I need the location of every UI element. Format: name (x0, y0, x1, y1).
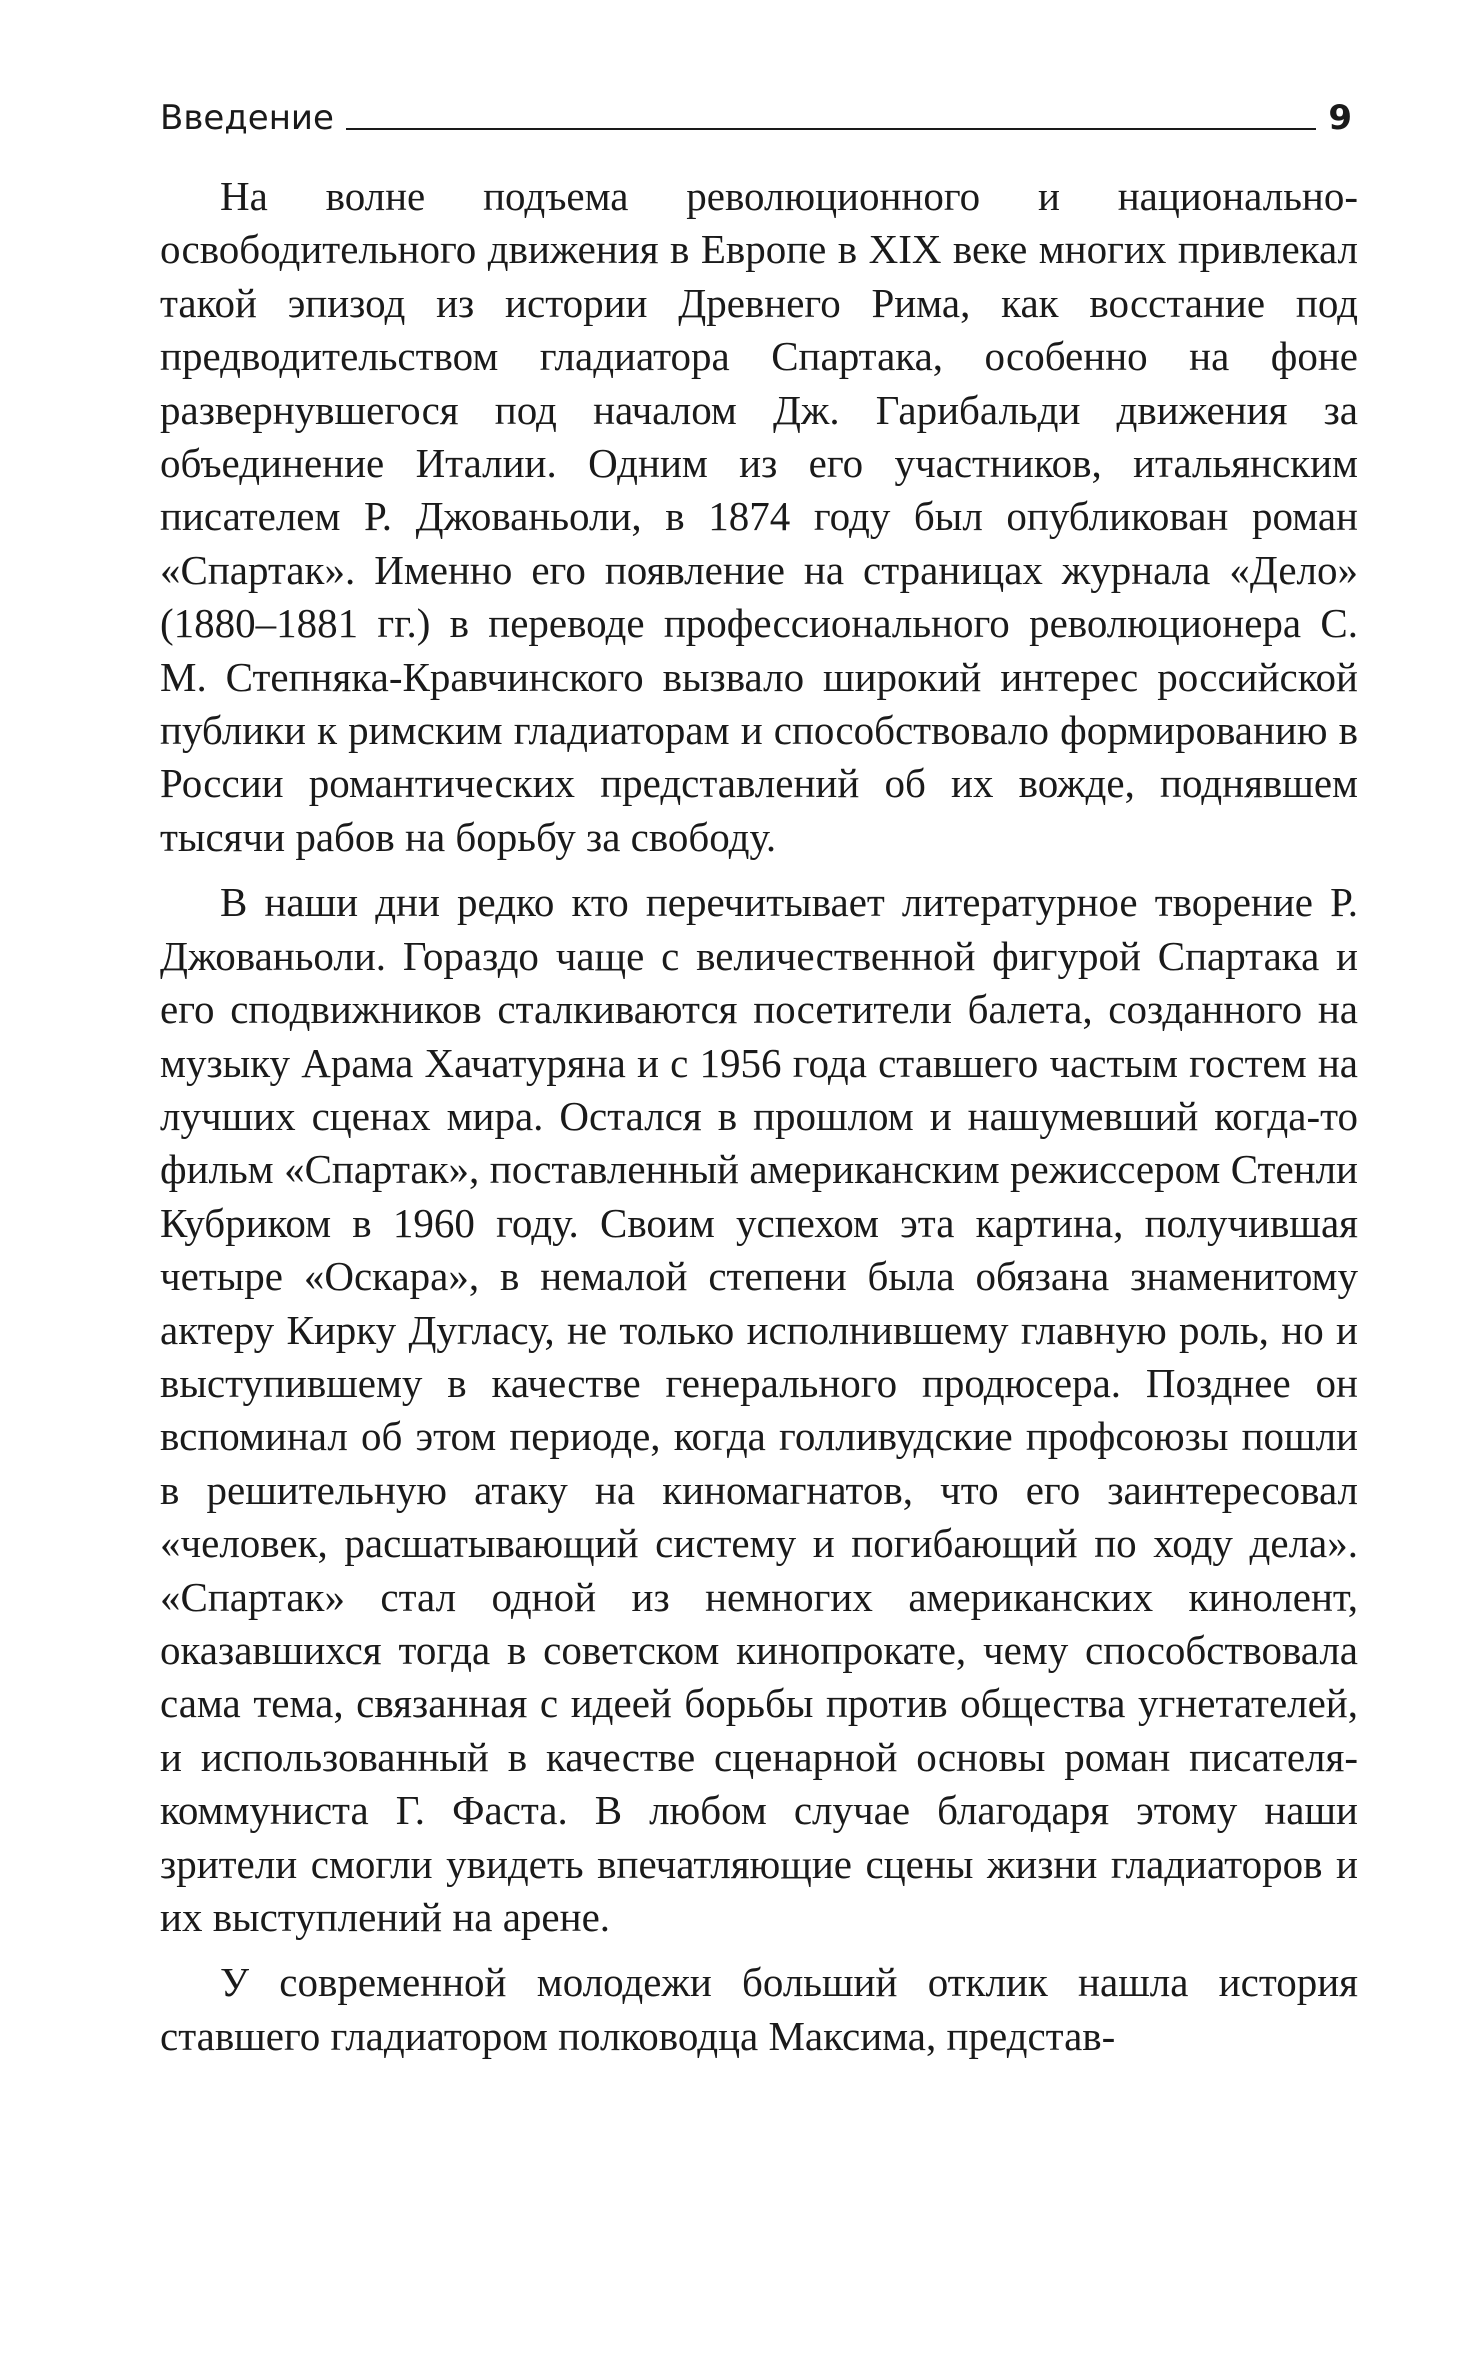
page-number: 9 (1328, 98, 1352, 138)
paragraph-2: В наши дни редко кто перечитывает литературное творение Р. Джованьоли. Гораздо чаще с величественной фигурой Спартака и его сподвижников сталкиваются посетители балета, созданного на музыку Арама Хачатуряна и с 1956 года ставшего частым гостем на лучших сценах мира. Остался в прошлом и нашумевший когда-то фильм «Спартак», поставленный американским режиссером Стенли Кубриком в 1960 году. Своим успехом эта картина, получившая четыре «Оскара», в немалой степени была обязана знаменитому актеру Кирку Дугласу, не только исполнившему главную роль, но и выступившему в качестве генерального продюсера. Позднее он вспоминал об этом периоде, когда голливудские профсоюзы пошли в решительную атаку на киномагнатов, что его заинтересовал «человек, расшатывающий систему и погибающий по ходу дела». «Спартак» стал одной из немногих американских кинолент, оказавшихся тогда в советском кинопрокате, чему способствовала сама тема, связанная с идеей борьбы против общества угнетателей, и использованный в качестве сценарной основы роман писателя-коммуниста Г. Фаста. В любом случае благодаря этому наши зрители смогли увидеть впечатляющие сцены жизни гладиаторов и их выступлений на арене. (160, 879, 1358, 1940)
section-title: Введение (160, 98, 334, 138)
body-text (160, 170, 1358, 2075)
header-rule (346, 128, 1316, 130)
paragraph-1: На волне подъема революционного и национально-освободительного движения в Европе в XIX веке многих привлекал такой эпизод из истории Древнего Рима, как восстание под предводительством гладиатора Спартака, особенно на фоне развернувшегося под началом Дж. Гарибальди движения за объединение Италии. Одним из его участников, итальянским писателем Р. Джованьоли, в 1874 году был опубликован роман «Спартак». Именно его появление на страницах журнала «Дело» (1880–1881 гг.) в переводе профессионального революционера С. М. Степняка-Кравчинского вызвало широкий интерес российской публики к римским гладиаторам и способствовало формированию в России романтических представлений об их вожде, поднявшем тысячи рабов на борьбу за свободу. (160, 173, 1358, 860)
running-header (160, 88, 1352, 138)
paragraph-3: У современной молодежи больший отклик нашла история ставшего гладиатором полководца Максима, представ- (160, 1959, 1358, 2059)
